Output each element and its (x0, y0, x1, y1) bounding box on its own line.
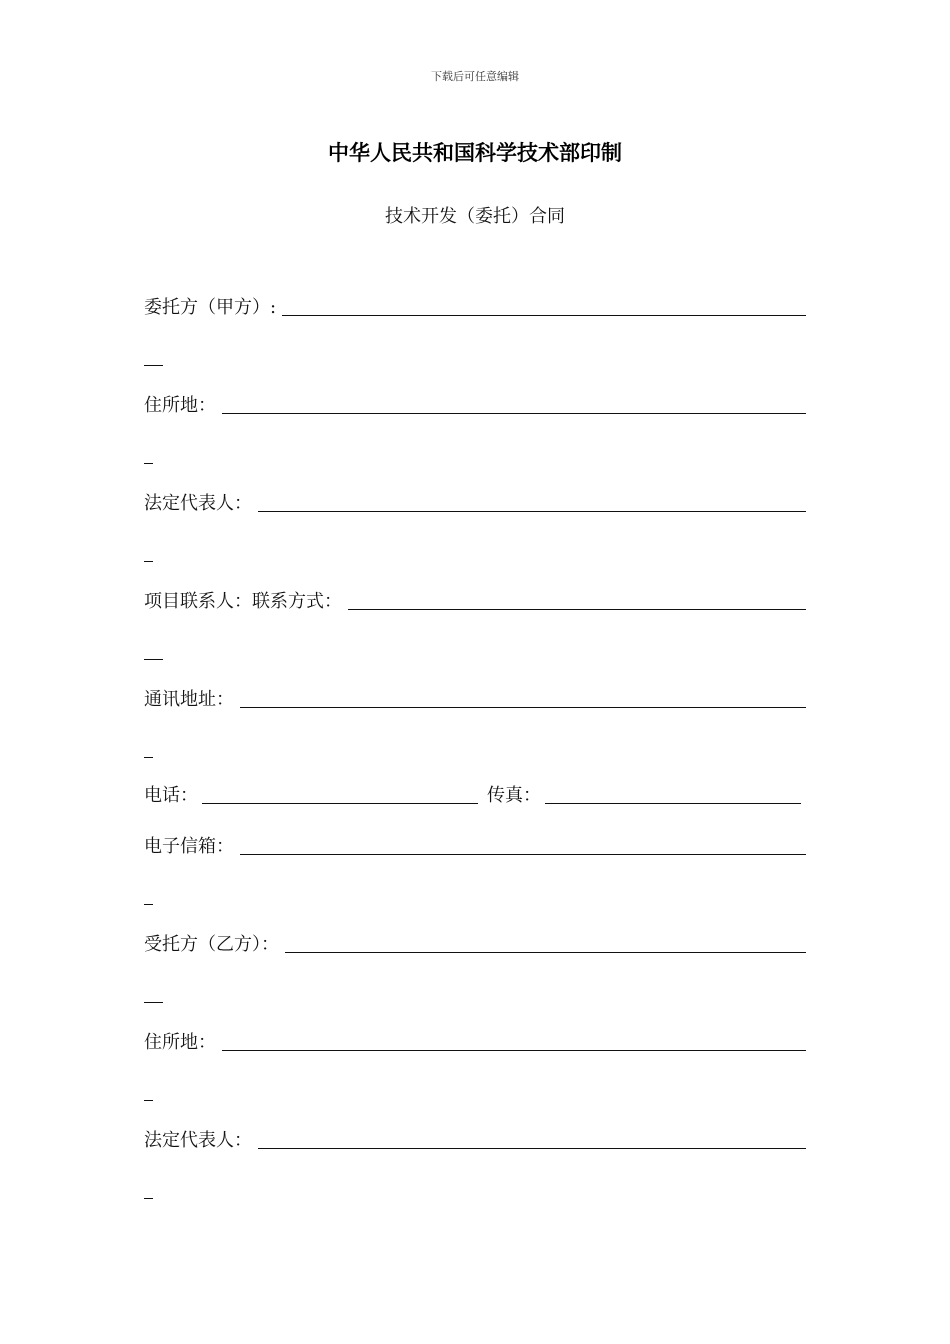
client-phone-label: 电话： (144, 785, 198, 806)
line-continuation (144, 659, 163, 660)
trustee-legal-rep-label: 法定代表人： (144, 1130, 252, 1151)
line-continuation (144, 1002, 163, 1003)
client-legal-rep-blank[interactable] (258, 493, 806, 512)
line-continuation (144, 904, 153, 905)
trustee-name-label: 受托方（乙方）： (144, 934, 279, 955)
line-continuation (144, 1198, 153, 1199)
client-name-field[interactable] (144, 293, 806, 319)
client-mail-address-label: 通讯地址： (144, 689, 234, 710)
line-continuation (144, 365, 163, 366)
client-email-label: 电子信箱： (144, 836, 234, 857)
trustee-name-field[interactable] (144, 930, 806, 956)
client-contact-field[interactable] (144, 587, 806, 613)
trustee-address-field[interactable] (144, 1028, 806, 1054)
document-subtitle: 技术开发（委托）合同 (385, 206, 565, 227)
client-mail-address-field[interactable] (144, 685, 806, 711)
client-name-blank[interactable] (282, 297, 806, 316)
client-address-blank[interactable] (222, 395, 806, 414)
client-legal-rep-field[interactable] (144, 489, 806, 515)
line-continuation (144, 1100, 153, 1101)
client-contact-blank[interactable] (348, 591, 806, 610)
trustee-address-blank[interactable] (222, 1032, 806, 1051)
trustee-legal-rep-blank[interactable] (258, 1130, 806, 1149)
client-email-field[interactable] (144, 832, 806, 858)
trustee-legal-rep-field[interactable] (144, 1126, 806, 1152)
header-note: 下载后可任意编辑 (431, 70, 519, 83)
client-fax-label: 传真： (487, 785, 541, 806)
phone-fax-row (144, 784, 806, 810)
client-mail-address-blank[interactable] (240, 689, 806, 708)
client-fax-blank[interactable] (545, 802, 801, 804)
client-contact-label: 项目联系人：联系方式： (144, 591, 342, 612)
client-email-blank[interactable] (240, 836, 806, 855)
trustee-address-label: 住所地： (144, 1032, 216, 1053)
client-name-label: 委托方（甲方）: (144, 297, 277, 318)
client-phone-blank[interactable] (202, 802, 478, 804)
client-legal-rep-label: 法定代表人： (144, 493, 252, 514)
line-continuation (144, 463, 153, 464)
line-continuation (144, 757, 153, 758)
trustee-name-blank[interactable] (285, 934, 806, 953)
line-continuation (144, 561, 153, 562)
client-address-field[interactable] (144, 391, 806, 417)
client-address-label: 住所地： (144, 395, 216, 416)
document-title: 中华人民共和国科学技术部印制 (328, 140, 622, 165)
